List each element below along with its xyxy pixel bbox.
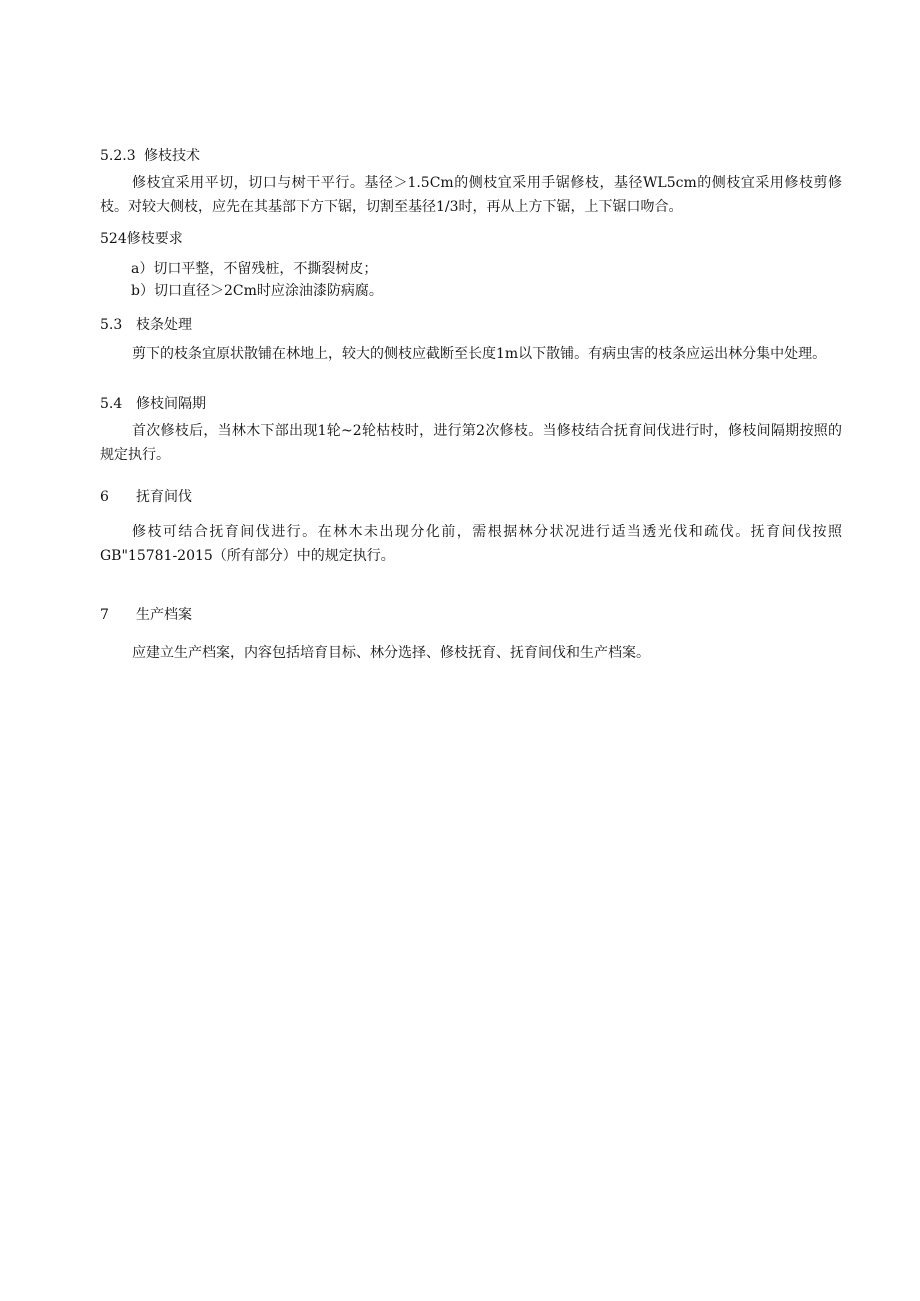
list-item: b）切口直径＞2Cm时应涂油漆防病腐。 (131, 283, 383, 299)
section-heading-5-2-4: 524修枝要求 (100, 231, 183, 247)
section-number: 6 (100, 489, 109, 505)
section-number: 7 (100, 607, 109, 623)
section-number: 5.4 (100, 396, 123, 412)
section-heading-5-2-3 (100, 146, 200, 166)
section-paragraph: 应建立生产档案，内容包括培育目标、林分选择、修枝抚育、抚育间伐和生产档案。 (132, 645, 650, 661)
section-paragraph: 剪下的枝条宜原状散铺在林地上，较大的侧枝应截断至长度1m以下散铺。有病虫害的枝条应运出林分集中处理。 (132, 346, 827, 362)
list-item: a）切口平整，不留残桩，不撕裂树皮； (131, 261, 378, 277)
section-paragraph: 修枝宜采用平切，切口与树干平行。基径＞1.5Cm的侧枝宜采用手锯修枝，基径WL5cm的侧枝宜采用修枝剪修枝。对较大侧枝，应先在其基部下方下锯，切割至基径1/3时，再从上方下锯，上下锯口吻合。 (100, 175, 842, 215)
section-title: 生产档案 (136, 607, 192, 623)
section-heading-5-4 (100, 394, 206, 414)
section-number: 5.3 (100, 317, 123, 333)
section-heading-5-3 (100, 315, 192, 335)
section-heading-6 (100, 487, 192, 507)
section-number: 5.2.3 (100, 148, 136, 164)
section-title: 修枝间隔期 (136, 396, 206, 412)
section-heading-7 (100, 605, 192, 625)
section-paragraph: 修枝可结合抚育间伐进行。在林木未出现分化前，需根据林分状况进行适当透光伐和疏伐。抚育间伐按照GB"15781-2015（所有部分）中的规定执行。 (100, 524, 842, 564)
section-title: 枝条处理 (136, 317, 192, 333)
section-title: 抚育间伐 (136, 489, 192, 505)
section-title: 修枝技术 (144, 148, 200, 164)
section-paragraph: 首次修枝后，当林木下部出现1轮~2轮枯枝时，进行第2次修枝。当修枝结合抚育间伐进行时，修枝间隔期按照的规定执行。 (100, 423, 842, 463)
